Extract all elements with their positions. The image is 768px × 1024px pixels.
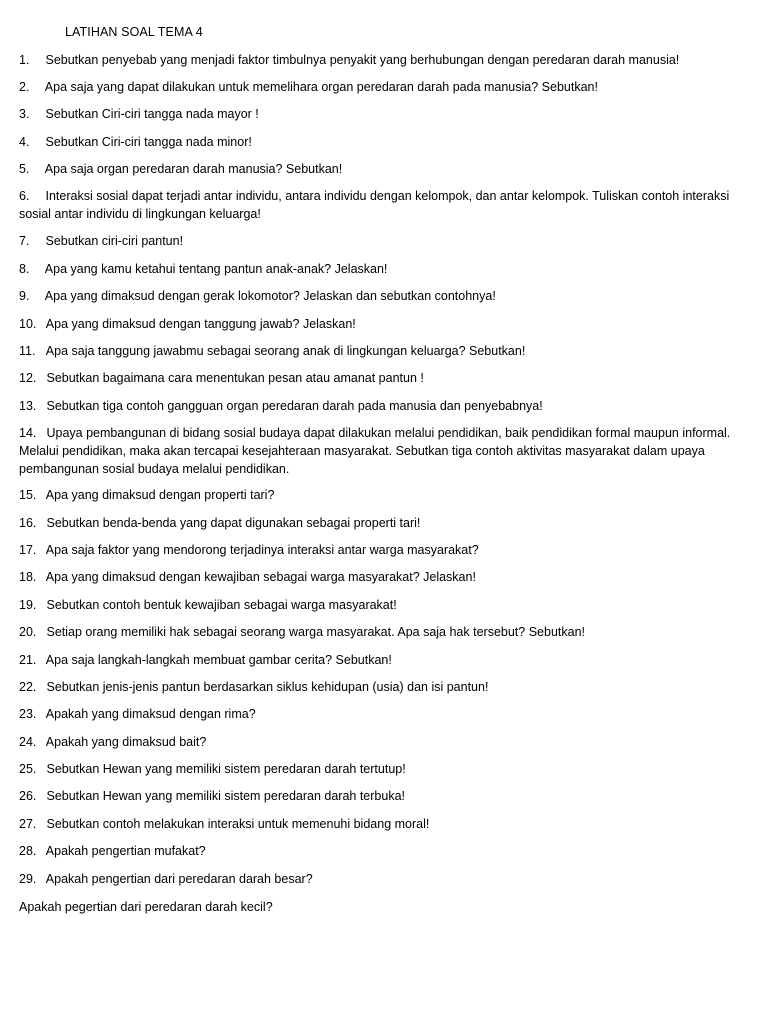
- question-number: 13.: [19, 399, 37, 413]
- question-item: [19, 315, 749, 333]
- question-item: [19, 287, 749, 305]
- question-text: Setiap orang memiliki hak sebagai seorang warga masyarakat. Apa saja hak tersebut? Sebutkan!: [46, 625, 585, 639]
- question-number: 8.: [19, 262, 30, 276]
- question-item: [19, 568, 749, 586]
- question-number: 5.: [19, 162, 30, 176]
- question-number: 7.: [19, 234, 30, 248]
- question-text: Sebutkan jenis-jenis pantun berdasarkan siklus kehidupan (usia) dan isi pantun!: [46, 680, 489, 694]
- question-item: [19, 133, 749, 151]
- question-item: [19, 78, 749, 96]
- question-item: [19, 541, 749, 559]
- question-item: [19, 51, 749, 69]
- question-number: 1.: [19, 53, 30, 67]
- question-text: Sebutkan contoh bentuk kewajiban sebagai warga masyarakat!: [46, 598, 397, 612]
- question-number: 9.: [19, 289, 30, 303]
- question-number: 19.: [19, 598, 37, 612]
- question-item: [19, 651, 749, 669]
- question-text: Apa saja organ peredaran darah manusia? Sebutkan!: [44, 162, 343, 176]
- question-text: Apa yang dimaksud dengan kewajiban sebagai warga masyarakat? Jelaskan!: [45, 570, 476, 584]
- question-number: 23.: [19, 707, 37, 721]
- question-text: Apa yang dimaksud dengan properti tari?: [45, 488, 275, 502]
- question-number: 18.: [19, 570, 37, 584]
- question-number: 4.: [19, 135, 30, 149]
- question-number: 16.: [19, 516, 37, 530]
- question-text: Sebutkan benda-benda yang dapat digunakan sebagai properti tari!: [46, 516, 421, 530]
- question-item: [19, 623, 749, 641]
- question-number: 12.: [19, 371, 37, 385]
- question-item: [19, 187, 749, 223]
- question-text: Sebutkan bagaimana cara menentukan pesan atau amanat pantun !: [46, 371, 424, 385]
- question-text: Apa saja yang dapat dilakukan untuk memelihara organ peredaran darah pada manusia? Sebutkan!: [44, 80, 598, 94]
- question-number: 10.: [19, 317, 37, 331]
- question-text: Apakah pengertian dari peredaran darah besar?: [45, 872, 313, 886]
- question-number: 24.: [19, 735, 37, 749]
- question-text: Sebutkan penyebab yang menjadi faktor timbulnya penyakit yang berhubungan dengan peredaran darah manusia!: [45, 53, 680, 67]
- question-item: [19, 596, 749, 614]
- question-item: [19, 842, 749, 860]
- question-text: Apakah pengertian mufakat?: [45, 844, 206, 858]
- question-text: Apa yang dimaksud dengan tanggung jawab? Jelaskan!: [45, 317, 356, 331]
- question-text: Sebutkan Hewan yang memiliki sistem peredaran darah terbuka!: [46, 789, 406, 803]
- question-number: 26.: [19, 789, 37, 803]
- question-item: [19, 705, 749, 723]
- question-text: Apakah yang dimaksud dengan rima?: [45, 707, 256, 721]
- question-item: [19, 486, 749, 504]
- question-item: [19, 815, 749, 833]
- question-item: [19, 397, 749, 415]
- question-text: Interaksi sosial dapat terjadi antar individu, antara individu dengan kelompok, dan antar kelompok. Tuliskan contoh interaksi sosial antar individu di lingkungan keluarga!: [19, 189, 730, 221]
- question-number: 15.: [19, 488, 37, 502]
- question-text: Apakah yang dimaksud bait?: [45, 735, 207, 749]
- question-text: Sebutkan contoh melakukan interaksi untuk memenuhi bidang moral!: [46, 817, 430, 831]
- question-item: [19, 232, 749, 250]
- question-text: Apa saja tanggung jawabmu sebagai seorang anak di lingkungan keluarga? Sebutkan!: [45, 344, 526, 358]
- question-text: Sebutkan ciri-ciri pantun!: [45, 234, 184, 248]
- question-number: 17.: [19, 543, 37, 557]
- question-number: 20.: [19, 625, 37, 639]
- question-item: [19, 678, 749, 696]
- question-item: [19, 342, 749, 360]
- question-item: [19, 514, 749, 532]
- question-text: Sebutkan Ciri-ciri tangga nada minor!: [45, 135, 252, 149]
- question-number: 6.: [19, 189, 30, 203]
- question-item: [19, 260, 749, 278]
- question-number: 2.: [19, 80, 30, 94]
- question-item: [19, 760, 749, 778]
- question-text: Apa saja faktor yang mendorong terjadinya interaksi antar warga masyarakat?: [45, 543, 479, 557]
- question-number: 21.: [19, 653, 37, 667]
- question-text: Sebutkan tiga contoh gangguan organ peredaran darah pada manusia dan penyebabnya!: [46, 399, 543, 413]
- question-number: 25.: [19, 762, 37, 776]
- question-text: Sebutkan Ciri-ciri tangga nada mayor !: [45, 107, 259, 121]
- question-number: 11.: [19, 344, 36, 358]
- question-number: 3.: [19, 107, 30, 121]
- question-number: 29.: [19, 872, 37, 886]
- final-question: Apakah pegertian dari peredaran darah kecil?: [19, 900, 273, 914]
- question-item: [19, 424, 749, 478]
- question-item: [19, 105, 749, 123]
- question-item: [19, 733, 749, 751]
- question-text: Upaya pembangunan di bidang sosial budaya dapat dilakukan melalui pendidikan, baik pendidikan formal maupun informal. Melalui pendidikan, maka akan tercapai kesejahteraan masyarakat. Sebutkan tiga contoh aktivitas masyarakat dalam upaya pembangunan sosial budaya melalui pendidikan.: [19, 426, 731, 476]
- question-text: Sebutkan Hewan yang memiliki sistem peredaran darah tertutup!: [46, 762, 406, 776]
- question-text: Apa yang kamu ketahui tentang pantun anak-anak? Jelaskan!: [44, 262, 388, 276]
- question-number: 22.: [19, 680, 37, 694]
- document-title: LATIHAN SOAL TEMA 4: [65, 25, 203, 39]
- question-number: 14.: [19, 426, 37, 440]
- question-item: [19, 369, 749, 387]
- question-text: Apa yang dimaksud dengan gerak lokomotor? Jelaskan dan sebutkan contohnya!: [44, 289, 496, 303]
- question-item: [19, 870, 749, 888]
- question-item: [19, 787, 749, 805]
- question-number: 27.: [19, 817, 37, 831]
- question-text: Apa saja langkah-langkah membuat gambar cerita? Sebutkan!: [45, 653, 392, 667]
- question-number: 28.: [19, 844, 37, 858]
- question-item: [19, 160, 749, 178]
